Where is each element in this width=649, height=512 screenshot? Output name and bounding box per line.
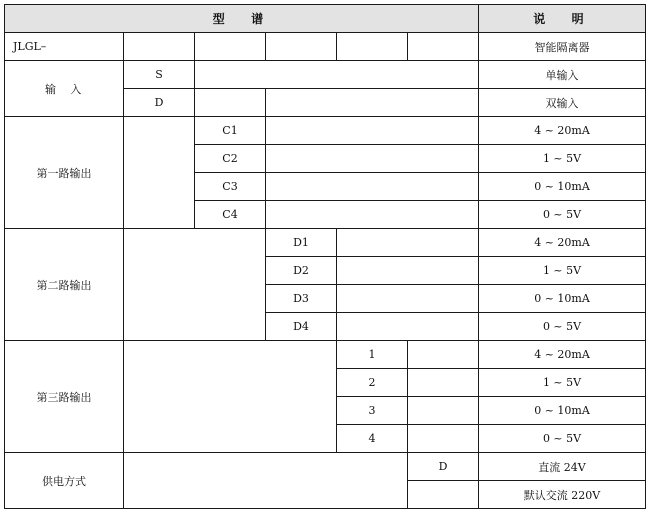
empty-cell [337, 257, 479, 285]
empty-cell [195, 61, 479, 89]
out1-code-c1: C1 [195, 117, 266, 145]
input-row-s [5, 61, 646, 89]
out3-desc-1: 4 ~ 20mA [479, 341, 646, 369]
empty-cell [266, 33, 337, 61]
power-label: 供电方式 [5, 453, 124, 509]
out2-desc-d2: 1 ~ 5V [479, 257, 646, 285]
out3-code-4: 4 [337, 425, 408, 453]
input-label: 输 入 [5, 61, 124, 117]
out1-label: 第一路输出 [5, 117, 124, 229]
model-spec-table [4, 4, 646, 509]
input-desc-s: 单输入 [479, 61, 646, 89]
power-code-default [408, 481, 479, 509]
out3-code-2: 2 [337, 369, 408, 397]
empty-cell [124, 33, 195, 61]
out3-code-3: 3 [337, 397, 408, 425]
model-prefix: JLGL– [5, 33, 124, 61]
empty-cell [266, 89, 479, 117]
empty-cell [124, 453, 408, 509]
out1-code-c4: C4 [195, 201, 266, 229]
power-desc-default: 默认交流 220V [479, 481, 646, 509]
empty-cell [337, 285, 479, 313]
power-code-d: D [408, 453, 479, 481]
header-row [5, 5, 646, 33]
empty-cell [266, 117, 479, 145]
out2-code-d3: D3 [266, 285, 337, 313]
out2-desc-d1: 4 ~ 20mA [479, 229, 646, 257]
out3-desc-3: 0 ~ 10mA [479, 397, 646, 425]
power-row-d [5, 453, 646, 481]
empty-cell [408, 397, 479, 425]
out2-code-d2: D2 [266, 257, 337, 285]
out1-code-c3: C3 [195, 173, 266, 201]
prefix-description: 智能隔离器 [479, 33, 646, 61]
empty-cell [266, 201, 479, 229]
out3-label: 第三路输出 [5, 341, 124, 453]
empty-cell [337, 33, 408, 61]
empty-cell [408, 341, 479, 369]
empty-cell [266, 173, 479, 201]
empty-cell [195, 89, 266, 117]
empty-cell [124, 117, 195, 229]
empty-cell [124, 341, 337, 453]
model-header: 型 谱 [5, 5, 479, 33]
power-desc-d: 直流 24V [479, 453, 646, 481]
empty-cell [337, 313, 479, 341]
out2-code-d4: D4 [266, 313, 337, 341]
out1-desc-c2: 1 ~ 5V [479, 145, 646, 173]
empty-cell [124, 229, 266, 341]
out1-desc-c3: 0 ~ 10mA [479, 173, 646, 201]
empty-cell [337, 229, 479, 257]
out3-desc-4: 0 ~ 5V [479, 425, 646, 453]
out2-code-d1: D1 [266, 229, 337, 257]
prefix-row [5, 33, 646, 61]
description-header: 说 明 [479, 5, 646, 33]
out2-label: 第二路输出 [5, 229, 124, 341]
empty-cell [195, 33, 266, 61]
out2-desc-d4: 0 ~ 5V [479, 313, 646, 341]
out2-desc-d3: 0 ~ 10mA [479, 285, 646, 313]
empty-cell [408, 369, 479, 397]
out1-desc-c1: 4 ~ 20mA [479, 117, 646, 145]
input-desc-d: 双输入 [479, 89, 646, 117]
out3-code-1: 1 [337, 341, 408, 369]
out1-row-c1 [5, 117, 646, 145]
input-code-d: D [124, 89, 195, 117]
empty-cell [266, 145, 479, 173]
out1-desc-c4: 0 ~ 5V [479, 201, 646, 229]
out2-row-d1 [5, 229, 646, 257]
empty-cell [408, 425, 479, 453]
out3-row-1 [5, 341, 646, 369]
empty-cell [408, 33, 479, 61]
out1-code-c2: C2 [195, 145, 266, 173]
out3-desc-2: 1 ~ 5V [479, 369, 646, 397]
input-code-s: S [124, 61, 195, 89]
